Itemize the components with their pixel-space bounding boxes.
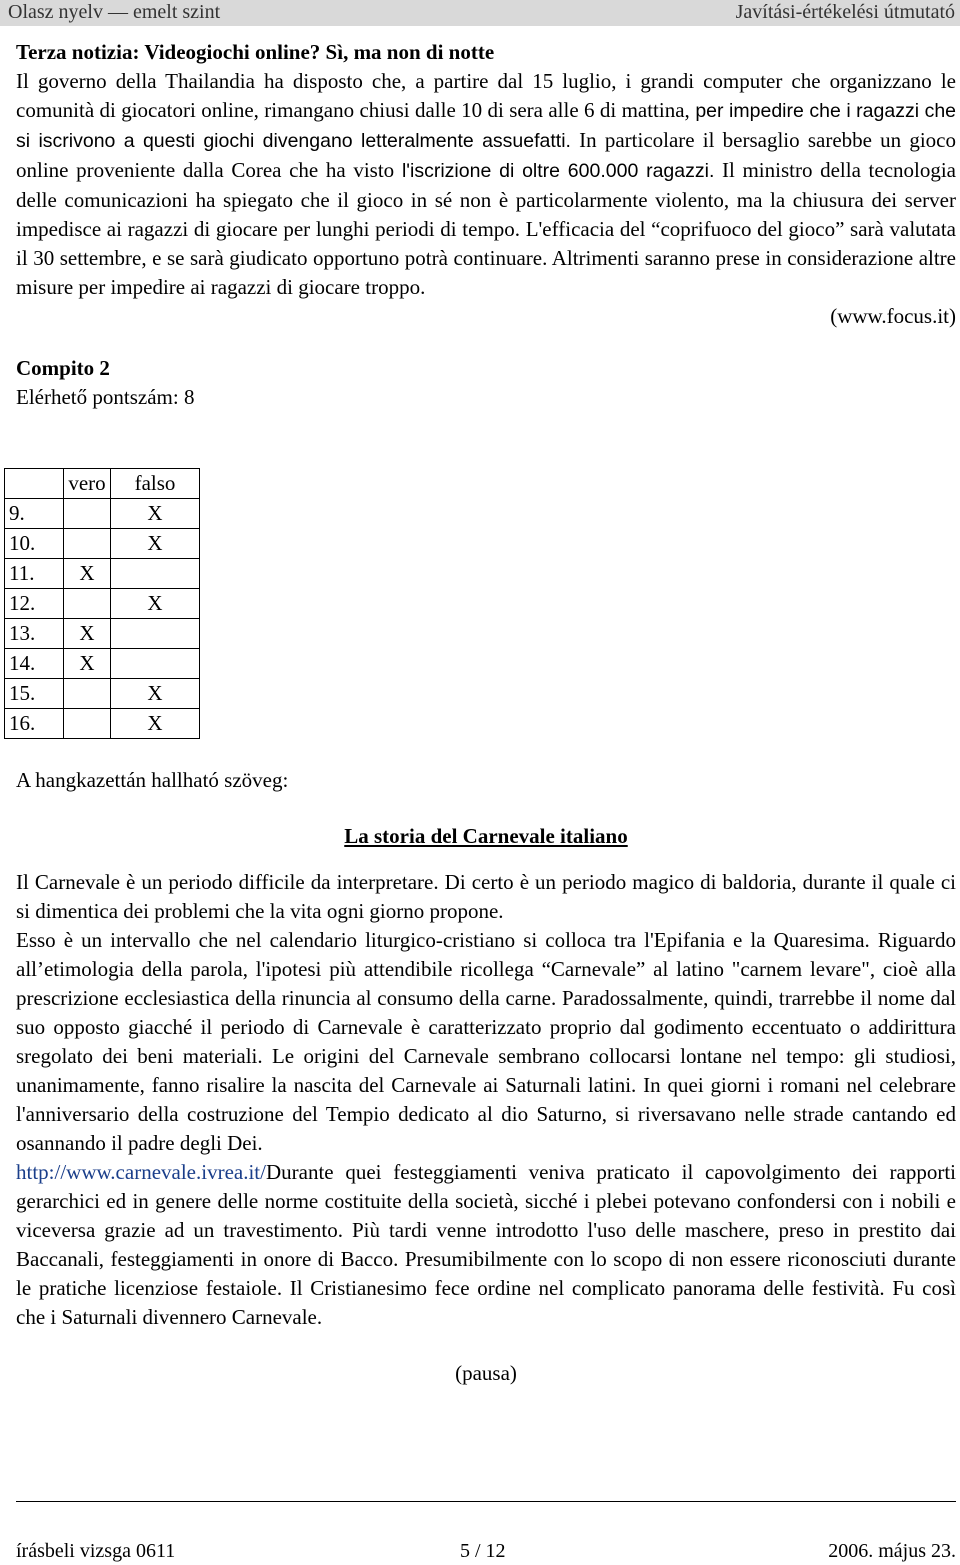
true-mark (64, 679, 111, 709)
table-row (5, 709, 200, 739)
item-number: 16. (5, 709, 64, 739)
audio-paragraph-1: Il Carnevale è un periodo difficile da interpretare. Di certo è un periodo magico di baldoria, durante il quale ci si dimentica dei problemi che la vita ogni giorno propone. (16, 870, 956, 923)
notice-text-4: l'iscrizione di oltre 600.000 ragazzi. (394, 160, 715, 182)
header-subject: Olasz nyelv — emelt szint (8, 1, 221, 23)
page-header (0, 0, 960, 26)
true-mark (64, 499, 111, 529)
item-number: 14. (5, 649, 64, 679)
true-mark (64, 529, 111, 559)
task-points: Elérhető pontszám: 8 (16, 385, 195, 409)
footer-exam-code: írásbeli vizsga 0611 (16, 1540, 176, 1562)
item-number: 11. (5, 559, 64, 589)
audio-intro: A hangkazettán hallható szöveg: (16, 768, 289, 792)
answer-header-row (5, 469, 200, 499)
table-row (5, 679, 200, 709)
footer-date: 2006. május 23. (828, 1540, 956, 1562)
notice-text-2: per impedire che i ragazzi che si iscrivono a questi giochi divengano letteralmente assuefatti. (16, 100, 957, 152)
notice-body (16, 67, 956, 302)
false-mark: X (111, 589, 200, 619)
false-mark: X (111, 529, 200, 559)
answer-table (4, 468, 200, 739)
task-title: Compito 2 (16, 356, 110, 380)
false-mark (111, 649, 200, 679)
pause-note: (pausa) (455, 1361, 517, 1385)
true-mark (64, 709, 111, 739)
main-content (16, 38, 956, 412)
false-mark (111, 619, 200, 649)
true-mark: X (64, 559, 111, 589)
audio-paragraph-3 (16, 1158, 956, 1332)
false-mark: X (111, 709, 200, 739)
true-mark: X (64, 619, 111, 649)
audio-section (16, 766, 956, 1388)
notice-title: Terza notizia: Videogiochi online? Sì, ma non di notte (16, 40, 495, 64)
true-mark (64, 589, 111, 619)
footer-divider (16, 1501, 956, 1502)
true-mark: X (64, 649, 111, 679)
notice-text-3: In particolare il bersaglio sarebbe un gioco online proveniente dalla Corea che ha visto (16, 128, 956, 182)
table-row (5, 559, 200, 589)
source-link[interactable]: http://www.carnevale.ivrea.it/ (16, 1160, 266, 1184)
false-mark: X (111, 499, 200, 529)
item-number: 15. (5, 679, 64, 709)
audio-paragraph-3-text: Durante quei festeggiamenti veniva praticato il capovolgimento dei rapporti gerarchici ed in genere delle norme costituite della società, sicché i plebei potevano confondersi con i nobili e viceversa grazie ad un travestimento. Più tardi venne introdotto l'uso delle maschere, preso in prestito dai Baccanali, festeggiamenti in onore di Bacco. Presumibilmente con lo scopo di non essere riconosciuti durante le pratiche licenziose festaiole. Il Cristianesimo fece ordine nel complicato panorama delle festività. Fu così che i Saturnali divennero Carnevale. (16, 1160, 956, 1329)
table-row (5, 499, 200, 529)
notice-source: (www.focus.it) (830, 304, 956, 328)
item-number: 13. (5, 619, 64, 649)
notice-text-5: Il ministro della tecnologia delle comunicazioni ha spiegato che il gioco in sé non è particolarmente violento, ma la chiusura dei server impedisce ai ragazzi di giocare per lunghi periodi di tempo. L'efficacia del “coprifuoco del gioco” sarà valutata il 30 settembre, e se sarà giudicato opportuno potrà continuare. Altrimenti saranno prese in considerazione altre misure per impedire ai ragazzi di giocare troppo. (16, 158, 957, 299)
header-guide-title: Javítási-értékelési útmutató (735, 1, 955, 23)
item-number: 12. (5, 589, 64, 619)
table-row (5, 589, 200, 619)
column-header-false: falso (111, 469, 200, 499)
audio-paragraph-2: Esso è un intervallo che nel calendario liturgico-cristiano si colloca tra l'Epifania e la Quaresima. Riguardo all’etimologia della parola, l'ipotesi più attendibile ricollega “Carnevale” al latino "carnem levare", cioè alla prescrizione ecclesiastica della rinuncia al consumo della carne. Paradossalmente, quindi, trarrebbe il nome dal suo opposto giacché il periodo di Carnevale è caratterizzato proprio dal godimento eccentuato o addirittura sregolato dei beni materiali. Le origini del Carnevale sembrano collocarsi lontane nel tempo: gli studiosi, unanimamente, fanno risalire la nascita del Carnevale ai Saturnali latini. In quei giorni i romani nel celebrare l'anniversario della costruzione del Tempio dedicato al dio Saturno, si riversavano nelle strade cantando ed osannando il padre degli Dei. (16, 928, 956, 1155)
audio-title (16, 822, 956, 851)
table-row (5, 529, 200, 559)
audio-title-text: La storia del Carnevale italiano (344, 824, 628, 848)
notice-text-1: Il governo della Thailandia ha disposto che, a partire dal 15 luglio, i grandi computer che organizzano le comunità di giocatori online, rimangano chiusi dalle 10 di sera alle 6 di mattina, (16, 69, 956, 122)
item-number: 9. (5, 499, 64, 529)
table-row (5, 649, 200, 679)
false-mark: X (111, 679, 200, 709)
item-number: 10. (5, 529, 64, 559)
column-header-true: vero (64, 469, 111, 499)
table-row (5, 619, 200, 649)
footer-page-number: 5 / 12 (460, 1540, 506, 1562)
false-mark (111, 559, 200, 589)
answer-header-blank (5, 469, 64, 499)
